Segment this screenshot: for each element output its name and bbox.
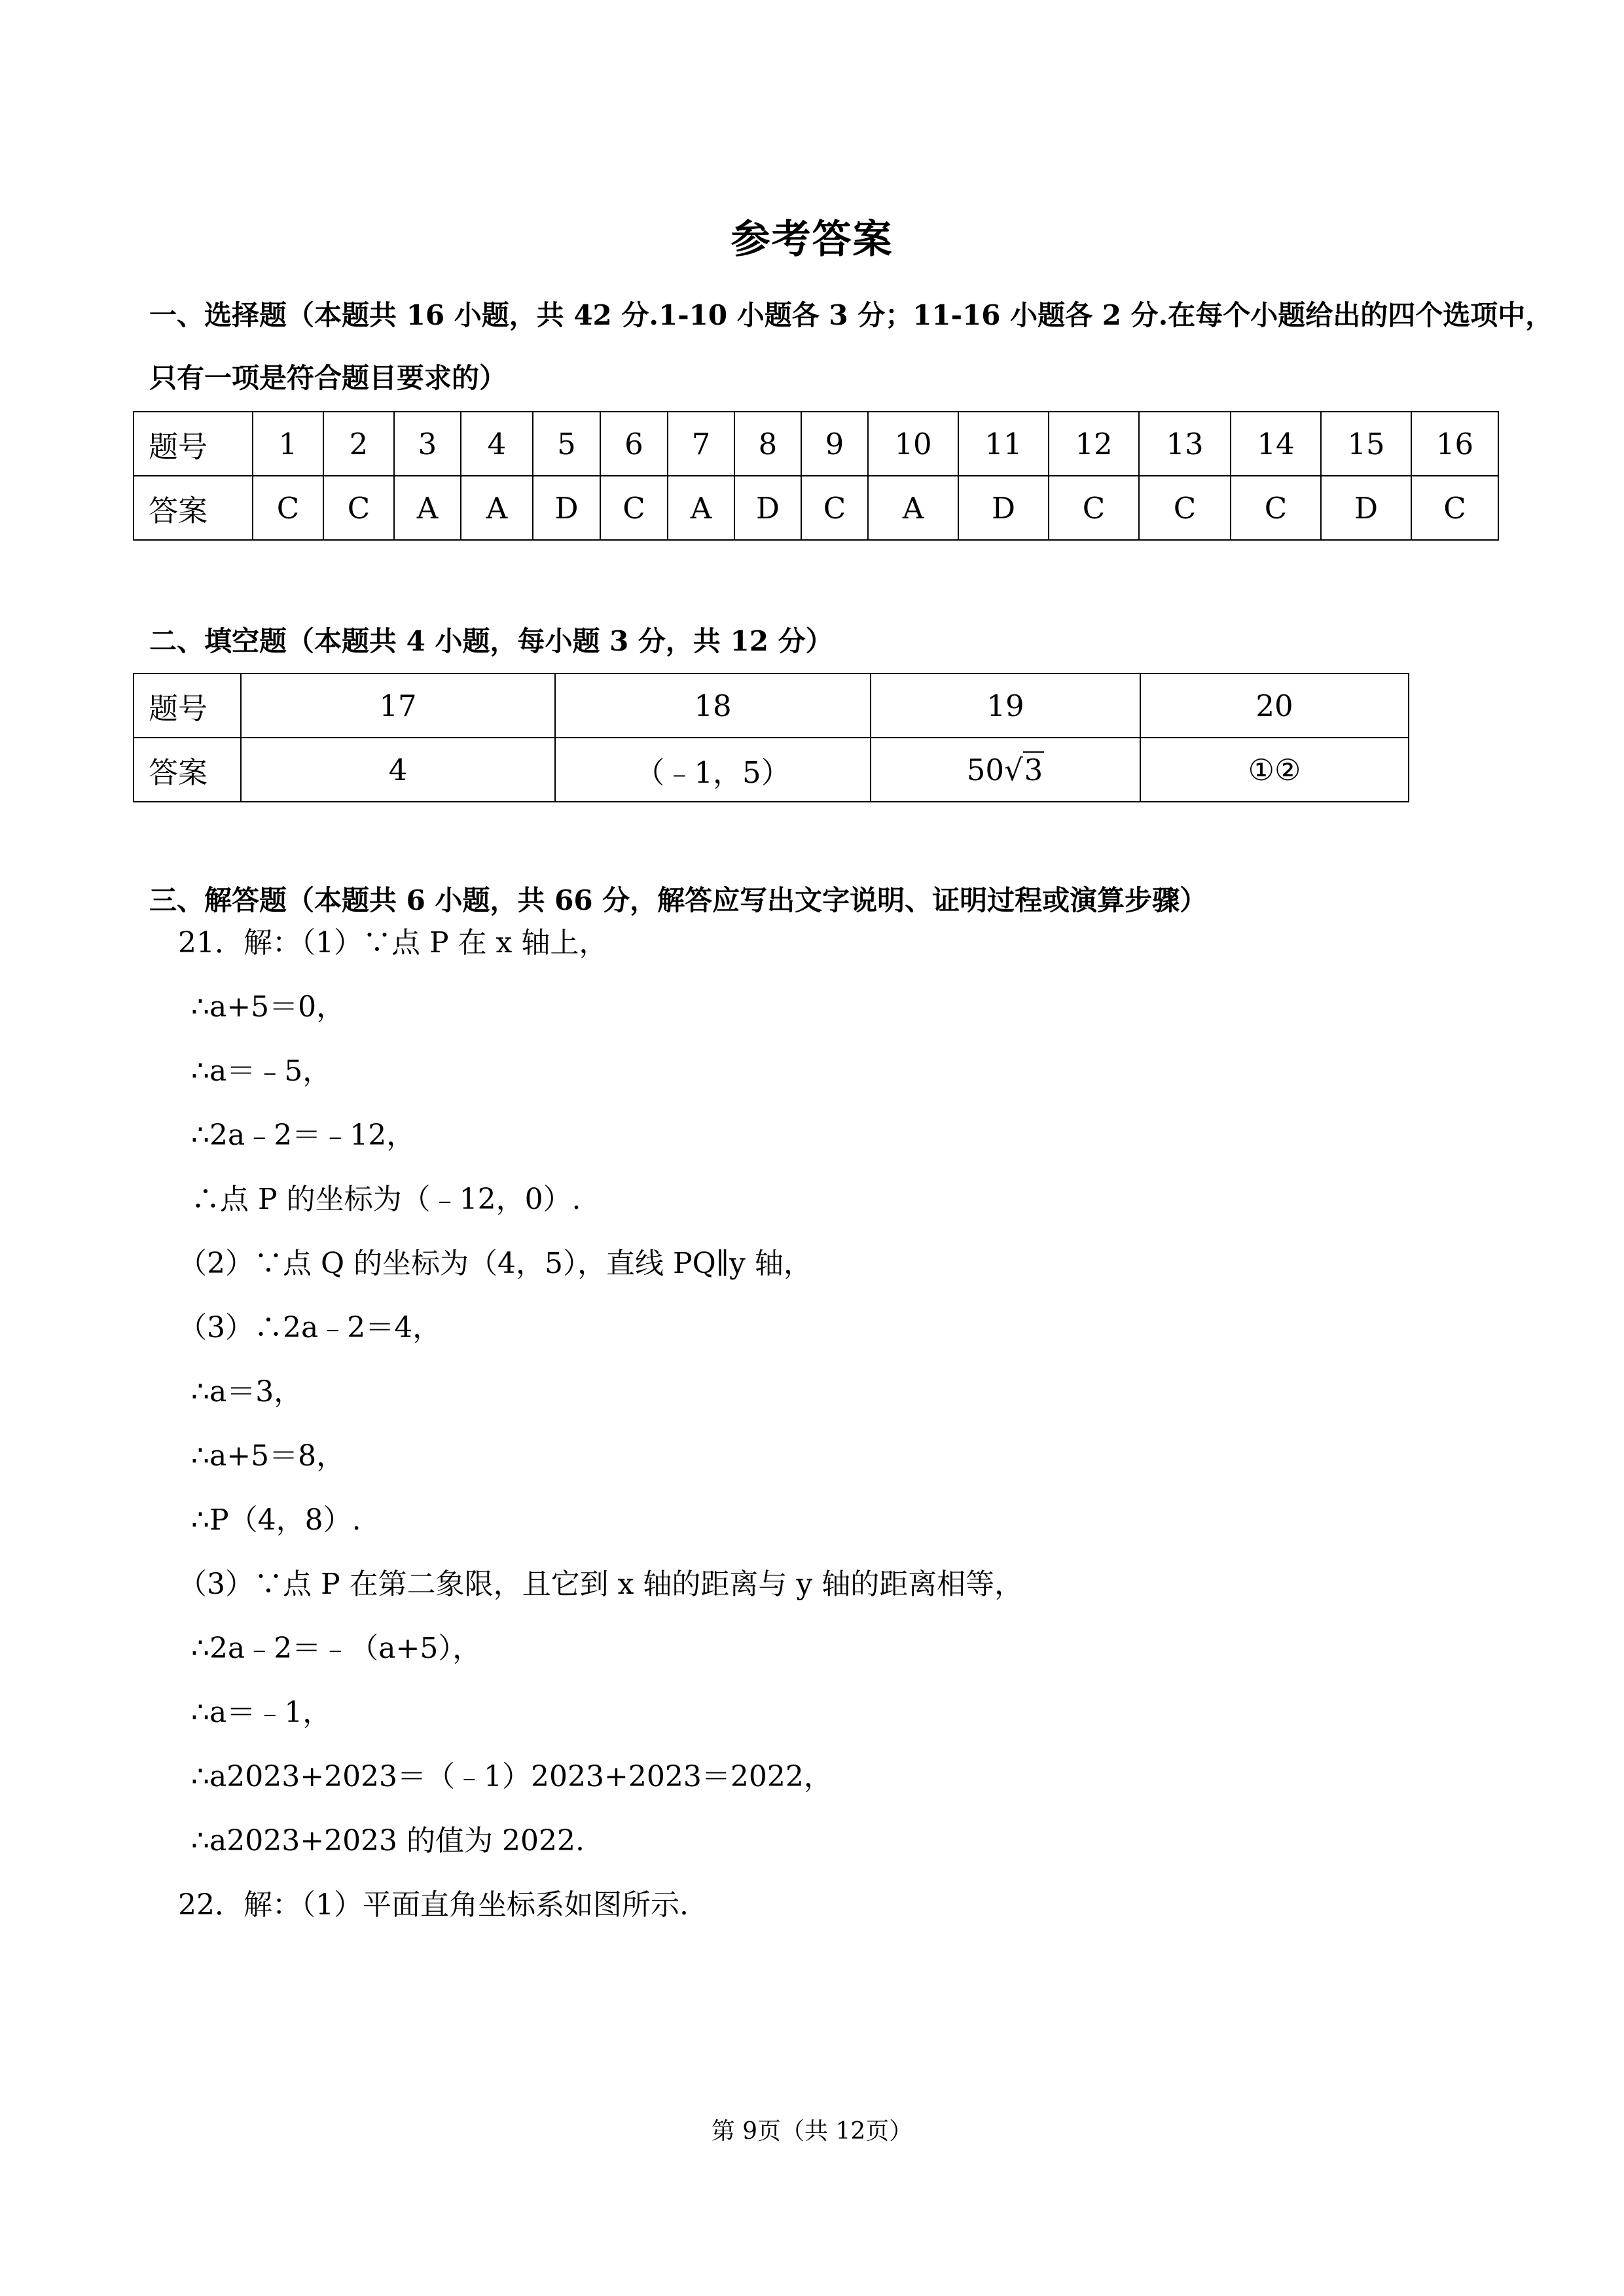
table-cell: 3 [394, 412, 461, 476]
solution-line: 21．解：（1）∵点 P 在 x 轴上， [178, 926, 608, 960]
question-number-row [134, 412, 1498, 476]
answer-19-radicand: 3 [1024, 752, 1043, 787]
page-footer: 第 9页（共 12页） [711, 2118, 913, 2145]
table-cell: C [600, 476, 668, 540]
table-cell: 18 [555, 673, 871, 738]
row-label-answer: 答案 [134, 476, 253, 540]
table-cell: A [868, 476, 958, 540]
solution-line: 22．解：（1）平面直角坐标系如图所示. [178, 1888, 689, 1922]
table-cell: 17 [241, 673, 555, 738]
table-cell: C [1411, 476, 1498, 540]
table-cell: 10 [868, 412, 958, 476]
table-cell: 4 [241, 738, 555, 802]
solution-line: ∴a2023+2023＝（﹣1）2023+2023＝2022， [191, 1760, 833, 1793]
solution-line: ∴a＝﹣5， [191, 1054, 332, 1088]
table-cell: C [323, 476, 394, 540]
section-2-heading: 二、填空题（本题共 4 小题，每小题 3 分，共 12 分） [149, 625, 833, 657]
solution-line: （3）∴2a﹣2＝4， [178, 1311, 442, 1344]
table-cell: （﹣1，5） [555, 738, 871, 802]
multiple-choice-answer-table [133, 411, 1499, 541]
answer-19-coefficient: 50 [966, 752, 1004, 787]
table-cell: 14 [1231, 412, 1321, 476]
table-cell: 2 [323, 412, 394, 476]
table-cell: D [734, 476, 801, 540]
table-cell: 1 [253, 412, 323, 476]
square-root-icon: √3 [1003, 752, 1043, 787]
table-cell: 4 [461, 412, 533, 476]
table-cell: A [668, 476, 734, 540]
table-cell: 12 [1049, 412, 1139, 476]
row-label-question: 题号 [134, 673, 241, 738]
table-cell: 19 [871, 673, 1140, 738]
section-1-heading-line-1: 一、选择题（本题共 16 小题，共 42 分.1-10 小题各 3 分；11-16 小题各 2 分.在每个小题给出的四个选项中， [149, 299, 1553, 331]
table-cell: A [461, 476, 533, 540]
table-cell: A [394, 476, 461, 540]
row-label-answer: 答案 [134, 738, 241, 802]
section-1-heading-line-2: 只有一项是符合题目要求的） [149, 362, 507, 394]
solution-line: ∴a＝3， [191, 1375, 303, 1408]
fill-in-answer-table [133, 673, 1409, 802]
solution-line: ∴a＝﹣1， [191, 1696, 332, 1729]
solution-line: ∴P（4，8）. [191, 1503, 361, 1537]
table-cell: C [1049, 476, 1139, 540]
answer-row [134, 738, 1409, 802]
table-cell: C [253, 476, 323, 540]
table-cell: 15 [1321, 412, 1411, 476]
solution-line: ∴2a﹣2＝﹣（a+5）， [191, 1632, 482, 1665]
solution-line: ∴a+5＝0， [191, 990, 346, 1024]
table-cell: C [1139, 476, 1231, 540]
table-cell: 20 [1140, 673, 1409, 738]
table-cell: 13 [1139, 412, 1231, 476]
solution-line: （3）∵点 P 在第二象限，且它到 x 轴的距离与 y 轴的距离相等， [178, 1568, 1024, 1601]
table-cell: 16 [1411, 412, 1498, 476]
row-label-question: 题号 [134, 412, 253, 476]
solution-line: ∴a2023+2023 的值为 2022. [191, 1824, 585, 1857]
table-cell: 6 [600, 412, 668, 476]
section-3-heading: 三、解答题（本题共 6 小题，共 66 分，解答应写出文字说明、证明过程或演算步骤） [149, 884, 1208, 916]
page-title: 参考答案 [731, 217, 893, 262]
answer-row [134, 476, 1498, 540]
table-cell [871, 738, 1140, 802]
table-cell: ①② [1140, 738, 1409, 802]
table-cell: C [801, 476, 868, 540]
solution-line: ∴a+5＝8， [191, 1439, 346, 1473]
table-cell: 7 [668, 412, 734, 476]
table-cell: 5 [533, 412, 600, 476]
solution-lines [178, 911, 1023, 1937]
table-cell: 9 [801, 412, 868, 476]
table-cell: 8 [734, 412, 801, 476]
table-cell: 11 [958, 412, 1049, 476]
table-cell: D [958, 476, 1049, 540]
table-cell: C [1231, 476, 1321, 540]
question-number-row [134, 673, 1409, 738]
solution-line: ∴2a﹣2＝﹣12， [191, 1119, 416, 1152]
table-cell: D [1321, 476, 1411, 540]
table-cell: D [533, 476, 600, 540]
solution-line: ∴点 P 的坐标为（﹣12，0）. [191, 1183, 581, 1216]
solution-line: （2）∵点 Q 的坐标为（4，5），直线 PQ∥y 轴， [178, 1247, 812, 1280]
